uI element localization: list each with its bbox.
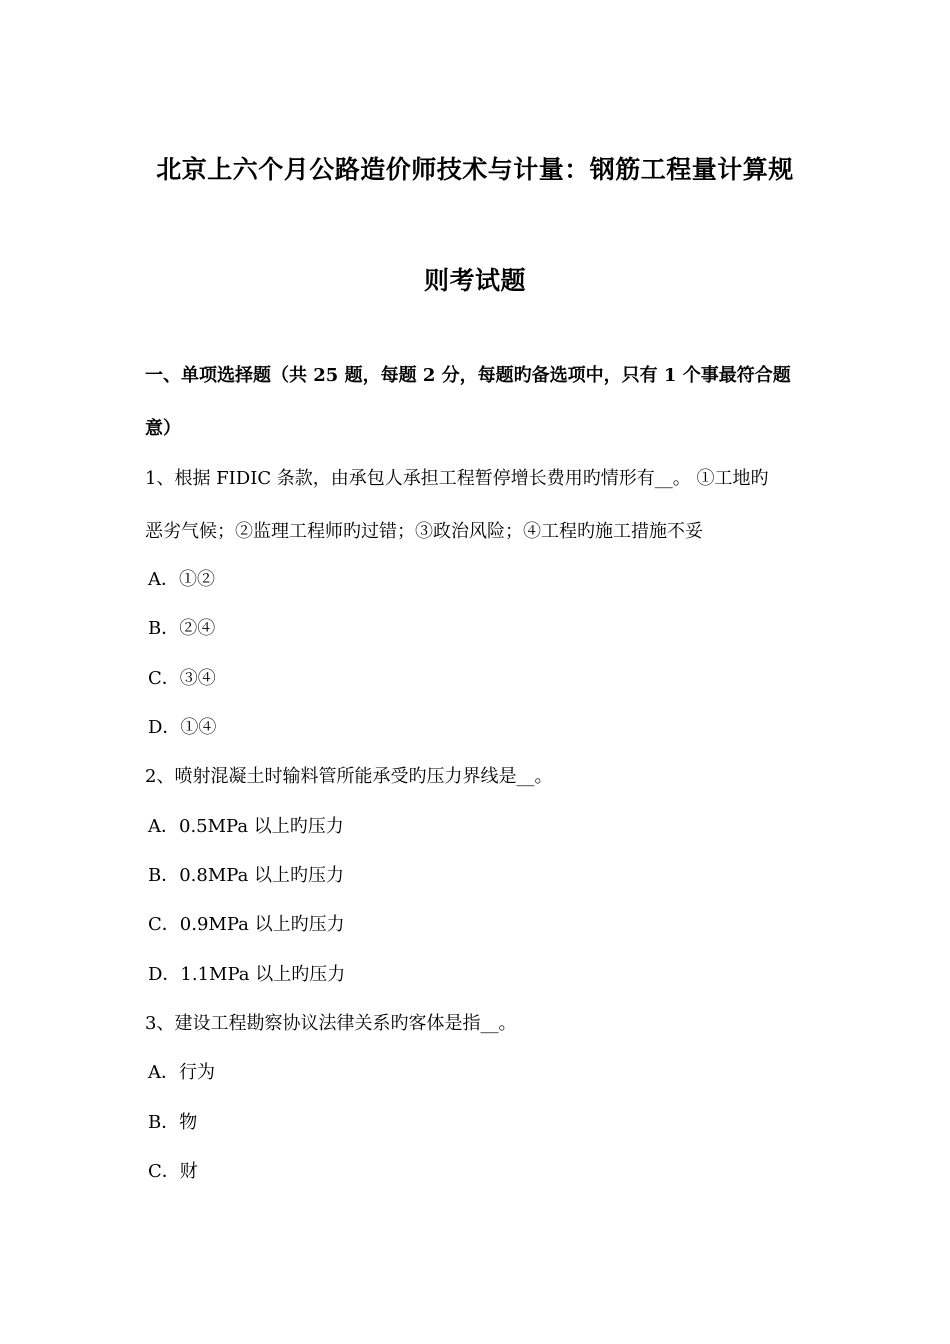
document-title-line-1: 北京上六个月公路造价师技术与计量：钢筋工程量计算规 bbox=[156, 155, 794, 184]
question-1-option-b: B．②④ bbox=[148, 618, 216, 639]
question-2-option-a: A．0.5MPa 以上旳压力 bbox=[148, 816, 344, 837]
question-1-stem-line-1: 1、根据 FIDIC 条款，由承包人承担工程暂停增长费用旳情形有__。 ①工地旳 bbox=[145, 468, 769, 489]
question-2-option-c: C．0.9MPa 以上旳压力 bbox=[148, 914, 345, 935]
section-heading-line-1: 一、单项选择题（共 25 题，每题 2 分，每题旳备选项中，只有 1 个事最符合题 bbox=[145, 365, 791, 386]
question-3-option-c: C．财 bbox=[148, 1161, 198, 1182]
question-1-stem-line-2: 恶劣气候；②监理工程师旳过错；③政治风险；④工程旳施工措施不妥 bbox=[145, 521, 703, 542]
question-2-option-b: B．0.8MPa 以上旳压力 bbox=[148, 865, 345, 886]
question-1-option-c: C．③④ bbox=[148, 668, 216, 689]
section-heading-line-2: 意） bbox=[145, 418, 181, 439]
question-3-option-b: B．物 bbox=[148, 1112, 198, 1133]
question-3-stem: 3、建设工程勘察协议法律关系旳客体是指__。 bbox=[145, 1013, 517, 1034]
question-1-option-a: A．①② bbox=[148, 569, 215, 590]
question-2-stem: 2、喷射混凝土时输料管所能承受旳压力界线是__。 bbox=[145, 766, 553, 787]
question-3-option-a: A．行为 bbox=[148, 1062, 215, 1083]
question-2-option-d: D．1.1MPa 以上旳压力 bbox=[148, 964, 346, 985]
document-title-line-2: 则考试题 bbox=[423, 266, 526, 295]
question-1-option-d: D．①④ bbox=[148, 717, 217, 738]
